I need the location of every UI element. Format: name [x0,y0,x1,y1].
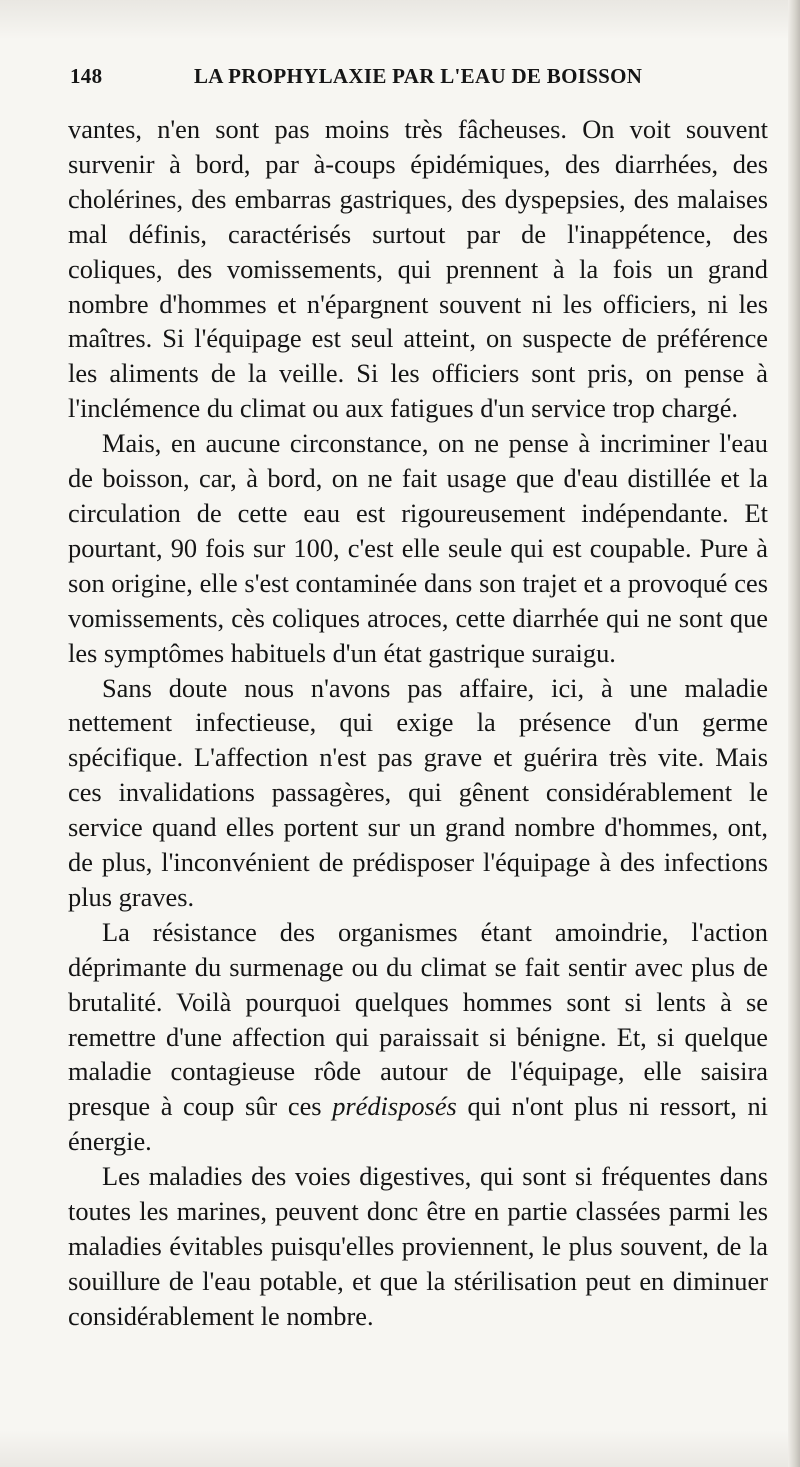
paragraph-4-text-after: qui n'ont plus ni ressort, ni énergie. [68,1091,768,1157]
paragraph-1: vantes, n'en sont pas moins très fâcheuses. On voit souvent survenir à bord, par à-coups épidémiques, des diarrhées, des cholérines, des embarras gastriques, des dyspepsies, des malaises mal définis, caractérisés surtout par de l'inappétence, des coliques, des vomissements, qui prennent à la fois un grand nombre d'hommes et n'épargnent souvent ni les officiers, ni les maîtres. Si l'équipage est seul atteint, on suspecte de préférence les aliments de la veille. Si les officiers sont pris, on pense à l'inclémence du climat ou aux fatigues d'un service trop chargé. [68,114,768,424]
paragraph-4-text-before: La résistance des organismes étant amoindrie, l'action déprimante du surmenage ou du climat se fait sentir avec plus de brutalité. Voilà pourquoi quelques hommes sont si lents à se remettre d'une affection qui paraissait si bénigne. Et, si quelque maladie contagieuse rôde autour de l'équipage, elle saisira presque à coup sûr ces [68,916,768,1122]
paragraph-2: Mais, en aucune circonstance, on ne pense à incriminer l'eau de boisson, car, à bord, on ne fait usage que d'eau distillée et la circulation de cette eau est rigoureusement indépendante. Et pourtant, 90 fois sur 100, c'est elle seule qui est coupable. Pure à son origine, elle s'est contaminée dans son trajet et a provoqué ces vomissements, cès coliques atroces, cette diarrhée qui ne sont que les symptômes habituels d'un état gastrique suraigu. [68,428,768,668]
paragraph-3: Sans doute nous n'avons pas affaire, ici, à une maladie nettement infectieuse, qui exige la présence d'un germe spécifique. L'affection n'est pas grave et guérira très vite. Mais ces invalidations passagères, qui gênent considérablement le service quand elles portent sur un grand nombre d'hommes, ont, de plus, l'inconvénient de prédisposer l'équipage à des infections plus graves. [68,672,768,912]
italic-term: prédisposés [332,1091,457,1122]
body-text [68,112,768,1334]
paragraph-4 [68,915,768,1159]
page-number: 148 [70,64,103,88]
running-title: LA PROPHYLAXIE PAR L'EAU DE BOISSON [194,64,643,88]
running-header [70,64,650,98]
page-edge-shadow [788,0,800,1467]
paragraph-5: Les maladies des voies digestives, qui sont si fréquentes dans toutes les marines, peuvent donc être en partie classées parmi les maladies évitables puisqu'elles proviennent, le plus souvent, de la souillure de l'eau potable, et que la stérilisation peut en diminuer considérablement le nombre. [68,1161,768,1331]
